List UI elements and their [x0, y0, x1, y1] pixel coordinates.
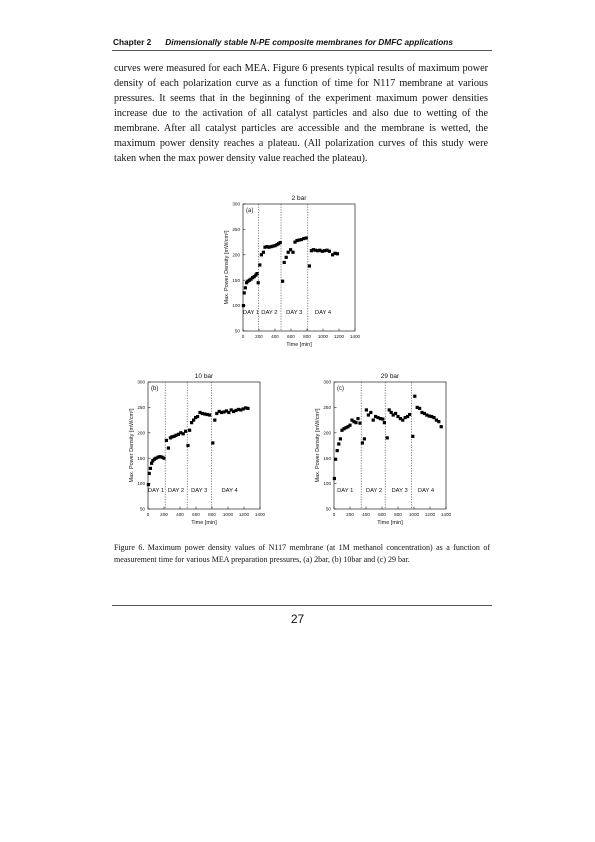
x-tick-label: 0: [241, 334, 245, 339]
data-point: [408, 413, 411, 416]
day-label: DAY 3: [286, 310, 303, 316]
day-label: DAY 1: [337, 488, 354, 494]
data-point: [418, 407, 421, 410]
chart-10bar: [120, 368, 300, 540]
day-label: DAY 3: [191, 488, 208, 494]
data-point: [279, 241, 282, 244]
page-number: 27: [290, 612, 305, 626]
data-point: [242, 304, 245, 307]
data-point: [308, 264, 311, 267]
data-point: [369, 411, 372, 414]
x-tick-label: 200: [255, 334, 263, 339]
data-point: [184, 430, 187, 433]
x-tick-label: 600: [378, 512, 386, 517]
y-tick-label: 200: [137, 430, 145, 436]
data-point: [262, 251, 265, 254]
data-point: [188, 429, 191, 432]
panel-label: (c): [337, 386, 344, 392]
data-point: [348, 424, 351, 427]
data-point: [354, 421, 357, 424]
data-point: [333, 477, 336, 480]
data-point: [305, 236, 308, 239]
data-point: [213, 419, 216, 422]
data-point: [413, 395, 416, 398]
x-tick-label: 1400: [440, 512, 452, 517]
data-point: [258, 263, 261, 266]
y-tick-label: 50: [325, 506, 331, 512]
y-tick-label: 250: [232, 227, 240, 232]
y-axis-label: Max. Power Density [mW/cm²]: [224, 230, 230, 305]
chart-title: 10 bar: [194, 373, 214, 380]
y-tick-label: 300: [323, 379, 331, 385]
header-rule: [112, 50, 492, 51]
x-tick-label: 1000: [222, 512, 234, 517]
y-tick-label: 100: [323, 481, 331, 487]
day-label: DAY 4: [417, 488, 435, 494]
day-label: DAY 2: [261, 310, 278, 316]
data-point: [372, 419, 375, 422]
data-point: [411, 435, 414, 438]
x-tick-label: 800: [303, 334, 311, 339]
chart-title: 29 bar: [380, 373, 400, 380]
data-point: [186, 444, 189, 447]
data-point: [337, 442, 340, 445]
data-point: [167, 446, 170, 449]
y-tick-label: 150: [137, 455, 145, 461]
x-tick-label: 1400: [349, 334, 361, 339]
data-point: [363, 437, 366, 440]
data-point: [381, 417, 384, 420]
y-tick-label: 50: [139, 506, 145, 512]
data-point: [334, 458, 337, 461]
y-tick-label: 100: [137, 481, 145, 487]
chapter-label: Chapter 2: [113, 37, 152, 47]
data-point: [255, 272, 258, 275]
y-tick-label: 300: [137, 379, 145, 385]
day-label: DAY 2: [365, 488, 383, 494]
data-point: [358, 422, 361, 425]
day-label: DAY 4: [221, 488, 238, 494]
x-axis-label: Time [min]: [377, 520, 403, 526]
x-tick-label: 1200: [333, 334, 345, 339]
data-point: [336, 449, 339, 452]
x-tick-label: 1400: [254, 512, 266, 517]
y-tick-label: 100: [232, 303, 240, 309]
data-point: [394, 412, 397, 415]
x-tick-label: 1000: [317, 334, 329, 339]
chapter-title: Dimensionally stable N-PE composite membranes for DMFC applications: [165, 37, 453, 47]
data-point: [162, 457, 165, 460]
x-tick-label: 800: [208, 512, 216, 517]
x-axis-label: Time [min]: [191, 520, 217, 526]
data-point: [386, 436, 389, 439]
data-point: [148, 472, 151, 475]
day-label: DAY 2: [167, 488, 185, 494]
data-point: [336, 252, 339, 255]
data-point: [356, 417, 359, 420]
running-header: [113, 37, 453, 47]
panel-label: (b): [151, 386, 159, 392]
day-label: DAY 4: [314, 310, 332, 316]
footer-rule: [112, 605, 492, 606]
data-point: [328, 250, 331, 253]
data-point: [365, 408, 368, 411]
day-label: DAY 3: [391, 488, 408, 494]
data-point: [211, 441, 214, 444]
data-point: [440, 425, 443, 428]
y-axis-label: Max. Power Density [mW/cm²]: [129, 408, 135, 483]
data-point: [383, 421, 386, 424]
panel-label: (a): [246, 208, 254, 214]
chart-2bar: [215, 190, 395, 360]
y-tick-label: 200: [232, 252, 240, 258]
data-point: [257, 281, 260, 284]
y-axis-label: Max. Power Density [mW/cm²]: [315, 408, 321, 483]
data-point: [283, 261, 286, 264]
x-tick-label: 1200: [424, 512, 436, 517]
data-point: [149, 467, 152, 470]
data-point: [208, 413, 211, 416]
x-tick-label: 400: [271, 334, 279, 339]
y-tick-label: 150: [232, 277, 240, 283]
x-tick-label: 800: [394, 512, 402, 517]
data-point: [339, 437, 342, 440]
day-label: DAY 1: [242, 310, 260, 316]
data-point: [147, 483, 150, 486]
x-axis-label: Time [min]: [286, 342, 312, 348]
data-point: [281, 280, 284, 283]
data-point: [361, 441, 364, 444]
y-tick-label: 250: [137, 405, 145, 410]
y-tick-label: 250: [323, 405, 331, 410]
data-point: [437, 420, 440, 423]
x-tick-label: 400: [176, 512, 184, 517]
x-tick-label: 1200: [238, 512, 250, 517]
x-tick-label: 600: [192, 512, 200, 517]
data-point: [196, 415, 199, 418]
x-tick-label: 1000: [408, 512, 420, 517]
body-paragraph: curves were measured for each MEA. Figure 6 presents typical results of maximum power density of each polarization curve as a function of time for N117 membrane at various pressures. It seems that in the beginning of the experiment maximum power densities increase due to the activation of all catalyst particles and also due to wetting of the membrane. After all catalyst particles are accessible and the membrane is wetted, the maximum power density reaches a plateau. (All polarization curves of this study were taken when the max power density value reached the plateau).: [114, 63, 488, 164]
x-tick-label: 600: [287, 334, 295, 339]
x-tick-label: 200: [160, 512, 168, 517]
chart-29bar: [306, 368, 486, 540]
x-tick-label: 0: [332, 512, 336, 517]
day-label: DAY 1: [147, 488, 165, 494]
data-point: [165, 439, 168, 442]
data-point: [291, 251, 294, 254]
y-tick-label: 150: [323, 455, 331, 461]
data-point: [243, 291, 246, 294]
data-point: [246, 407, 249, 410]
y-tick-label: 50: [234, 328, 240, 334]
y-tick-label: 200: [323, 430, 331, 436]
chart-title: 2 bar: [291, 195, 307, 202]
x-tick-label: 0: [146, 512, 150, 517]
data-point: [244, 286, 247, 289]
figure-caption: Figure 6. Maximum power density values of N117 membrane (at 1M methanol concentration) as a function of measurement time for various MEA preparation pressures, (a) 2bar, (b) 10bar and (c) 29 bar.: [114, 543, 490, 564]
x-tick-label: 400: [362, 512, 370, 517]
y-tick-label: 300: [232, 201, 240, 207]
data-point: [285, 256, 288, 259]
x-tick-label: 200: [346, 512, 354, 517]
